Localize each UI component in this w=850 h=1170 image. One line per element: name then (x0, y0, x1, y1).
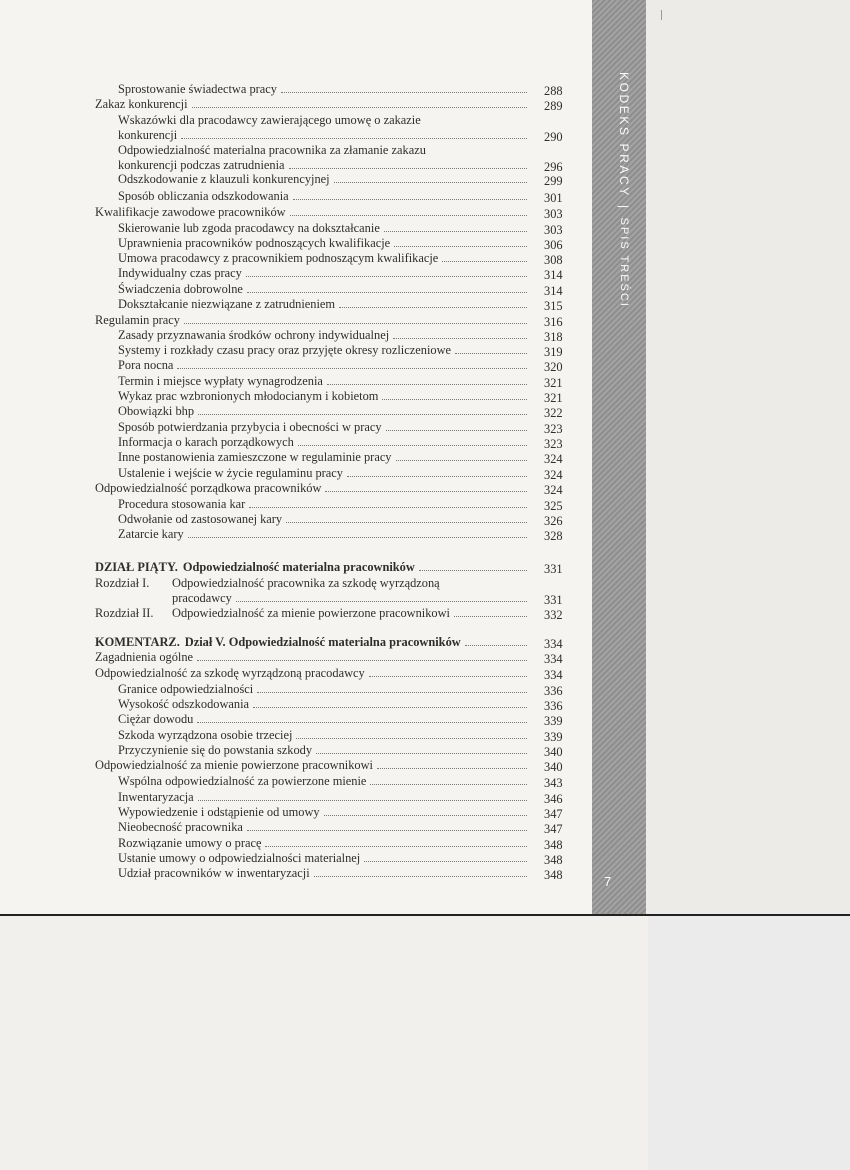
page-ref: 301 (544, 191, 563, 205)
toc-title: Granice odpowiedzialności (118, 682, 254, 696)
page-ref: 288 (544, 84, 563, 98)
dot-leader (281, 92, 527, 93)
toc-title: Sprostowanie świadectwa pracy (118, 82, 277, 96)
toc-title: Regulamin pracy (95, 313, 180, 327)
page-ref: 331 (544, 593, 563, 607)
dot-leader (364, 861, 527, 862)
dot-leader (324, 815, 527, 816)
toc-title: Zakaz konkurencji (95, 97, 188, 111)
page-ref: 324 (544, 452, 563, 466)
toc-title: Rozwiązanie umowy o pracę (118, 836, 262, 850)
dot-leader (246, 276, 527, 277)
toc-title-continued: pracodawcy (172, 591, 232, 605)
page-ref: 289 (544, 99, 563, 113)
dot-leader (455, 353, 527, 354)
toc-title: Uprawnienia pracowników podnoszących kwalifikacje (118, 236, 391, 250)
toc-title: Wykaz prac wzbronionych młodocianym i kobietom (118, 389, 379, 403)
dot-leader (314, 876, 527, 877)
page-ref: 346 (544, 792, 563, 806)
dot-leader (334, 182, 527, 183)
page-ref: 321 (544, 391, 563, 405)
page-ref: 315 (544, 299, 563, 313)
toc-title: Inwentaryzacja (118, 790, 194, 804)
dot-leader (293, 199, 527, 200)
toc-title-continued: konkurencji podczas zatrudnienia (118, 158, 285, 172)
toc-title: Odpowiedzialność za szkodę wyrządzoną pracodawcy (95, 666, 365, 680)
dot-leader (419, 570, 527, 571)
side-subtitle: SPIS TREŚCI (618, 217, 630, 308)
page-ref: 318 (544, 330, 563, 344)
page-ref: 331 (544, 562, 563, 576)
toc-title: Pora nocna (118, 358, 174, 372)
page-ref: 320 (544, 360, 563, 374)
toc-title: Dokształcanie niezwiązane z zatrudnieniem (118, 297, 336, 311)
page-ref: 332 (544, 608, 563, 622)
dot-leader (347, 476, 527, 477)
toc-title: Termin i miejsce wypłaty wynagrodzenia (118, 374, 323, 388)
chapter-label: Rozdział II. (95, 606, 154, 620)
toc-title: Odpowiedzialność za mienie powierzone pracownikowi (95, 758, 374, 772)
page-ref: 348 (544, 853, 563, 867)
dot-leader (247, 830, 527, 831)
page-ref: 334 (544, 637, 563, 651)
dot-leader (296, 738, 527, 739)
toc-title: Świadczenia dobrowolne (118, 282, 243, 296)
toc-title: Ustalenie i wejście w życie regulaminu pracy (118, 466, 344, 480)
dot-leader (286, 522, 527, 523)
toc-title: Odwołanie od zastosowanej kary (118, 512, 283, 526)
dot-leader (290, 215, 527, 216)
dot-leader (327, 384, 527, 385)
toc-title: Ciężar dowodu (118, 712, 194, 726)
page-ref: 314 (544, 284, 563, 298)
page-number: 7 (604, 874, 612, 889)
page-ref: 347 (544, 822, 563, 836)
dot-leader (339, 307, 527, 308)
toc-title: Odpowiedzialność pracownika za szkodę wyrządzoną (172, 576, 440, 590)
page-ref: 348 (544, 838, 563, 852)
page-ref: 348 (544, 868, 563, 882)
page-ref: 322 (544, 406, 563, 420)
page-ref: 336 (544, 684, 563, 698)
toc-title: Systemy i rozkłady czasu pracy oraz przyjęte okresy rozliczeniowe (118, 343, 452, 357)
toc-title: Zasady przyznawania środków ochrony indywidualnej (118, 328, 390, 342)
side-tab-text (607, 72, 631, 332)
page-ref: 306 (544, 238, 563, 252)
page-ref: 314 (544, 268, 563, 282)
page-ref: 290 (544, 130, 563, 144)
dot-leader (386, 430, 527, 431)
page-ref: 339 (544, 714, 563, 728)
toc-title: Odpowiedzialność materialna pracownika za złamanie zakazu (118, 143, 426, 157)
toc-title: Umowa pracodawcy z pracownikiem podnoszącym kwalifikacje (118, 251, 439, 265)
page-ref: 334 (544, 652, 563, 666)
dot-leader (188, 537, 527, 538)
toc-title: Kwalifikacje zawodowe pracowników (95, 205, 286, 219)
toc-title: Wypowiedzenie i odstąpienie od umowy (118, 805, 320, 819)
toc-title: Sposób obliczania odszkodowania (118, 189, 289, 203)
dot-leader (396, 460, 527, 461)
toc-title-continued: konkurencji (118, 128, 178, 142)
page-ref: 343 (544, 776, 563, 790)
page-ref: 299 (544, 174, 563, 188)
toc-title: Nieobecność pracownika (118, 820, 243, 834)
page-ref: 308 (544, 253, 563, 267)
dot-leader (316, 753, 527, 754)
dot-leader (298, 445, 527, 446)
dot-leader (247, 292, 527, 293)
dot-leader (236, 601, 527, 602)
toc-title: Odszkodowanie z klauzuli konkurencyjnej (118, 172, 330, 186)
dot-leader (198, 414, 527, 415)
dot-leader (257, 692, 527, 693)
page-ref: 340 (544, 745, 563, 759)
dot-leader (454, 616, 527, 617)
toc-title: Wysokość odszkodowania (118, 697, 250, 711)
page-ref: 336 (544, 699, 563, 713)
toc-title: Sposób potwierdzania przybycia i obecności w pracy (118, 420, 382, 434)
scan-mark (661, 10, 662, 20)
page-ref: 339 (544, 730, 563, 744)
page-ref: 325 (544, 499, 563, 513)
page-ref: 323 (544, 437, 563, 451)
dot-leader (369, 676, 527, 677)
page-ref: 347 (544, 807, 563, 821)
toc-title: Indywidualny czas pracy (118, 266, 242, 280)
section-prefix: DZIAŁ PIĄTY. (95, 560, 178, 574)
toc-title: Skierowanie lub zgoda pracodawcy na dokształcanie (118, 221, 380, 235)
dot-leader (197, 660, 527, 661)
page-ref: 324 (544, 468, 563, 482)
side-title: KODEKS PRACY (617, 72, 631, 198)
page-ref: 321 (544, 376, 563, 390)
page-ref: 328 (544, 529, 563, 543)
dot-leader (177, 368, 527, 369)
page-ref: 326 (544, 514, 563, 528)
dot-leader (197, 722, 527, 723)
toc-title: Obowiązki bhp (118, 404, 195, 418)
page-ref: 334 (544, 668, 563, 682)
toc-title: Wspólna odpowiedzialność za powierzone mienie (118, 774, 367, 788)
dot-leader (384, 231, 527, 232)
toc-title: Procedura stosowania kar (118, 497, 246, 511)
dot-leader (465, 645, 527, 646)
section-prefix: KOMENTARZ. (95, 635, 180, 649)
toc-title: Odpowiedzialność za mienie powierzone pracownikowi (172, 606, 451, 620)
dot-leader (265, 846, 527, 847)
toc-title: Inne postanowienia zamieszczone w regulaminie pracy (118, 450, 392, 464)
page-ref: 316 (544, 315, 563, 329)
toc-title: Ustanie umowy o odpowiedzialności materialnej (118, 851, 361, 865)
toc-title: Dział V. Odpowiedzialność materialna pracowników (184, 635, 461, 649)
toc-title: Zagadnienia ogólne (95, 650, 194, 664)
dot-leader (192, 107, 527, 108)
dot-leader (249, 507, 527, 508)
toc-title: Odpowiedzialność porządkowa pracowników (95, 481, 322, 495)
toc-title: Informacja o karach porządkowych (118, 435, 294, 449)
chapter-label: Rozdział I. (95, 576, 150, 590)
toc-title: Szkoda wyrządzona osobie trzeciej (118, 728, 293, 742)
scanner-bed-right (648, 916, 850, 1170)
dot-leader (253, 707, 527, 708)
dot-leader (442, 261, 527, 262)
toc-title: Udział pracowników w inwentaryzacji (118, 866, 310, 880)
page-ref: 319 (544, 345, 563, 359)
page-ref: 296 (544, 160, 563, 174)
dot-leader (370, 784, 527, 785)
dot-leader (382, 399, 527, 400)
side-separator: | (617, 204, 631, 211)
toc-title: Przyczynienie się do powstania szkody (118, 743, 313, 757)
dot-leader (325, 491, 527, 492)
dot-leader (181, 138, 527, 139)
dot-leader (289, 168, 527, 169)
toc-title: Odpowiedzialność materialna pracowników (182, 560, 415, 574)
dot-leader (394, 246, 527, 247)
page-ref: 323 (544, 422, 563, 436)
page-ref: 340 (544, 760, 563, 774)
dot-leader (198, 800, 527, 801)
dot-leader (184, 323, 527, 324)
dot-leader (377, 768, 527, 769)
dot-leader (393, 338, 527, 339)
toc-title: Zatarcie kary (118, 527, 184, 541)
toc-title: Wskazówki dla pracodawcy zawierającego umowę o zakazie (118, 113, 421, 127)
page-ref: 324 (544, 483, 563, 497)
page-ref: 303 (544, 223, 563, 237)
page-ref: 303 (544, 207, 563, 221)
